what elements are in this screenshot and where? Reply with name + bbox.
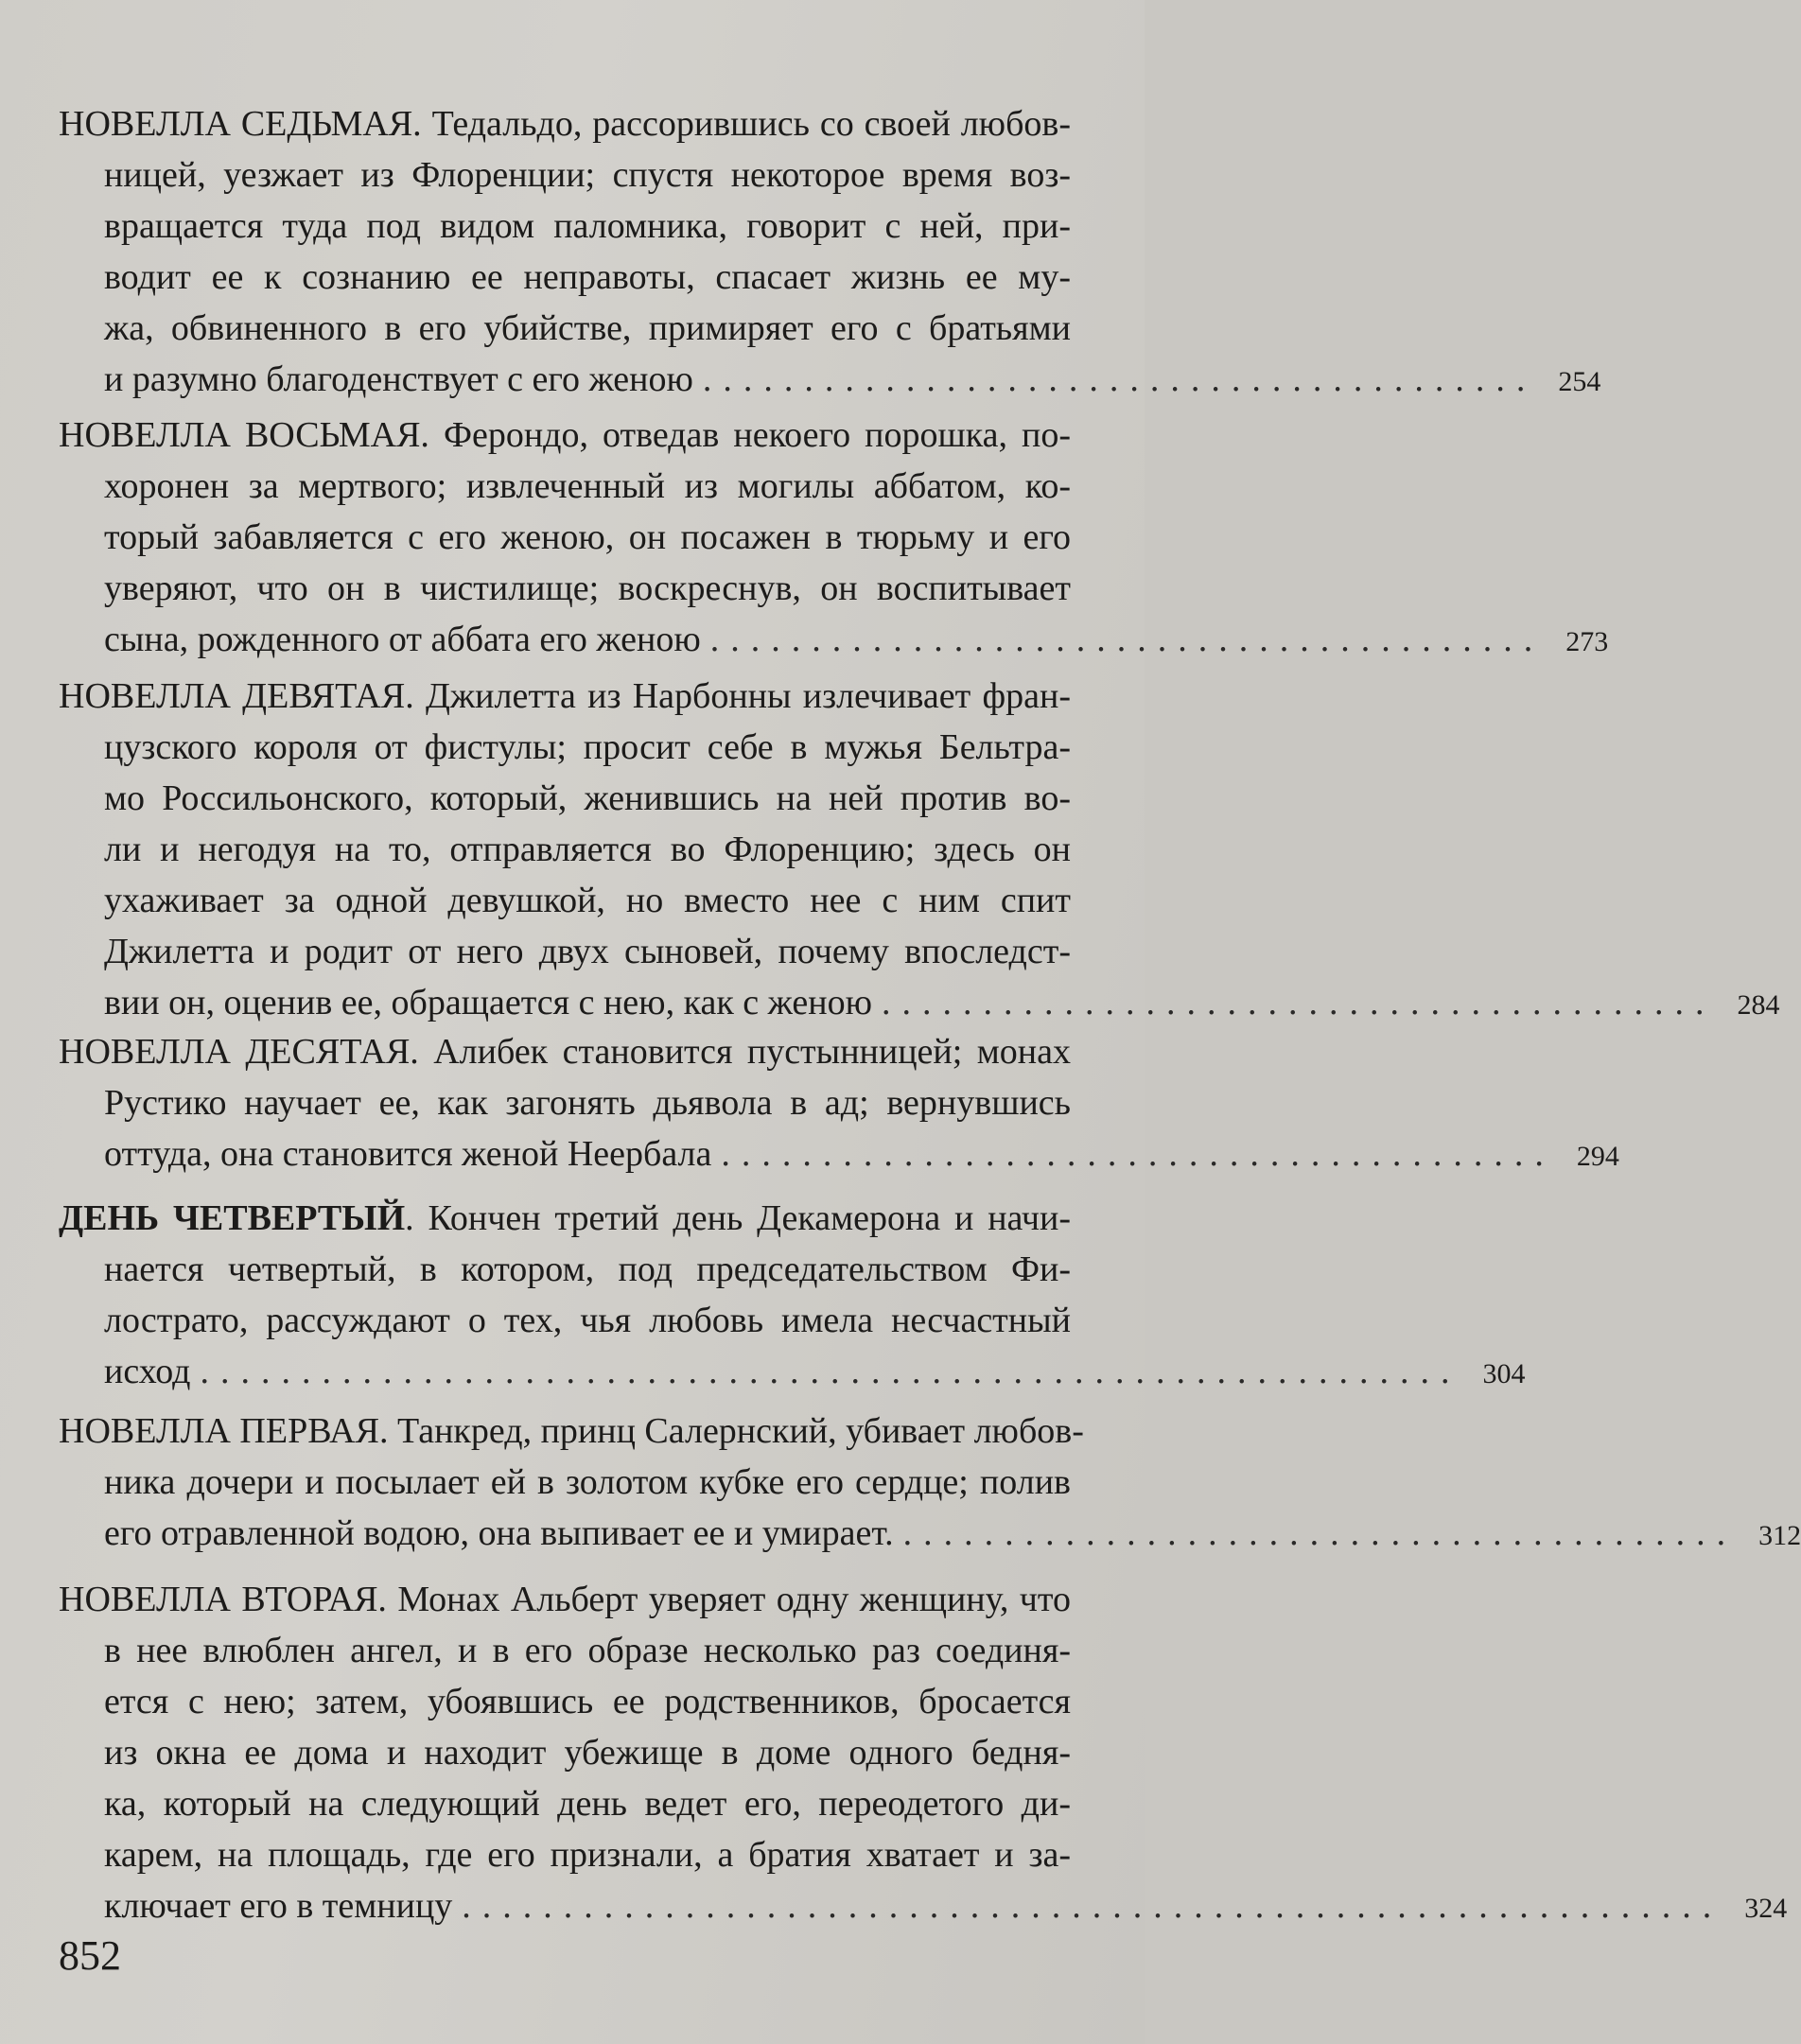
toc-entry-novella-10	[59, 1026, 1619, 1182]
toc-line	[59, 1193, 1071, 1244]
day-heading: ДЕНЬ ЧЕТВЕРТЫЙ	[59, 1198, 406, 1238]
toc-last-line	[59, 1880, 1788, 1934]
toc-entry-novella-2	[59, 1574, 1788, 1934]
toc-line: лострато, рассуждают о тех, чья любовь имела несчастный	[104, 1301, 1071, 1340]
toc-line: его отравленной водою, она выпивает ее и умирает.	[104, 1513, 894, 1553]
toc-line: водит ее к сознанию ее неправоты, спасает жизнь ее му-	[104, 257, 1071, 297]
toc-line: из окна ее дома и находит убежище в доме одного бедня-	[104, 1733, 1071, 1773]
leader-dots: .........................................	[702, 359, 1537, 399]
leader-dots: .........................................	[709, 620, 1545, 659]
toc-line: ка, который на следующий день ведет его, переодетого ди-	[104, 1784, 1071, 1824]
toc-line: ли и негодуя на то, отправляется во Флоренцию; здесь он	[104, 830, 1071, 869]
toc-line: нается четвертый, в котором, под председательством Фи-	[104, 1249, 1071, 1289]
toc-last-line	[59, 977, 1780, 1031]
toc-line: НОВЕЛЛА ДЕСЯТАЯ. Алибек становится пустынницей; монах	[59, 1032, 1071, 1072]
toc-line: Джилетта и родит от него двух сыновей, почему впоследст-	[104, 932, 1071, 971]
toc-line: уверяют, что он в чистилище; воскреснув, он воспитывает	[104, 568, 1071, 608]
toc-line: в нее влюблен ангел, и в его образе несколько раз соединя-	[104, 1631, 1071, 1670]
toc-line: Рустико научает ее, как загонять дьявола в ад; вернувшись	[104, 1083, 1071, 1123]
page-number: 284	[1737, 989, 1780, 1021]
toc-last-line	[59, 1508, 1801, 1562]
leader-dots: ..............................................................	[462, 1886, 1723, 1926]
toc-line: НОВЕЛЛА ДЕВЯТАЯ. Джилетта из Нарбонны излечивает фран-	[59, 676, 1071, 716]
toc-line: цузского короля от фистулы; просит себе в мужья Бельтра-	[104, 727, 1071, 767]
page-number: 294	[1576, 1141, 1619, 1172]
toc-line: мо Россильонского, который, женившись на ней против во-	[104, 778, 1071, 818]
toc-last-line	[59, 1346, 1526, 1400]
toc-line: ется с нею; затем, убоявшись ее родственников, бросается	[104, 1682, 1071, 1721]
page-number: 304	[1482, 1358, 1526, 1389]
leader-dots: .........................................	[902, 1513, 1738, 1553]
leader-dots: ..............................................................	[200, 1352, 1461, 1391]
toc-line: жа, обвиненного в его убийстве, примиряет его с братьями	[104, 308, 1071, 348]
page-number: 254	[1558, 366, 1601, 397]
toc-entry-novella-8	[59, 410, 1609, 668]
page-number: 273	[1565, 626, 1609, 657]
toc-last-line	[59, 614, 1609, 668]
toc-line: ключает его в темницу	[104, 1886, 453, 1926]
toc-line: ницей, уезжает из Флоренции; спустя некоторое время воз-	[104, 155, 1071, 195]
toc-line: торый забавляется с его женою, он посажен в тюрьму и его	[104, 517, 1071, 557]
toc-entry-novella-7	[59, 98, 1601, 408]
toc-last-line	[59, 1128, 1619, 1182]
toc-line: НОВЕЛЛА СЕДЬМАЯ. Тедальдо, рассорившись со своей любов-	[59, 104, 1071, 144]
leader-dots: .........................................	[721, 1134, 1555, 1174]
toc-last-line	[59, 354, 1601, 408]
page-folio: 852	[59, 1932, 121, 1979]
toc-line: ухаживает за одной девушкой, но вместо нее с ним спит	[104, 881, 1071, 920]
toc-line: НОВЕЛЛА ВОСЬМАЯ. Ферондо, отведав некоего порошка, по-	[59, 415, 1071, 455]
toc-line: сына, рожденного от аббата его женою	[104, 620, 701, 659]
toc-line: НОВЕЛЛА ВТОРАЯ. Монах Альберт уверяет одну женщину, что	[59, 1580, 1071, 1619]
toc-line: НОВЕЛЛА ПЕРВАЯ. Танкред, принц Салернский, убивает любов-	[59, 1411, 1084, 1451]
toc-entry-novella-1	[59, 1406, 1801, 1562]
toc-entry-novella-9	[59, 671, 1780, 1031]
toc-line: вии он, оценив ее, обращается с нею, как с женою	[104, 983, 872, 1022]
toc-entry-day-4	[59, 1193, 1526, 1400]
page-number: 324	[1744, 1893, 1788, 1924]
toc-line: исход	[104, 1352, 191, 1391]
toc-line: и разумно благоденствует с его женою	[104, 359, 693, 399]
toc-line-rest: . Кончен третий день Декамерона и начи-	[405, 1198, 1071, 1238]
toc-line: вращается туда под видом паломника, говорит с ней, при-	[104, 206, 1071, 246]
toc-line: хоронен за мертвого; извлеченный из могилы аббатом, ко-	[104, 466, 1071, 506]
page-number: 312	[1758, 1520, 1801, 1551]
toc-line: оттуда, она становится женой Неербала	[104, 1134, 712, 1174]
toc-line: карем, на площадь, где его признали, а братия хватает и за-	[104, 1835, 1071, 1875]
leader-dots: .........................................	[882, 983, 1716, 1022]
toc-line: ника дочери и посылает ей в золотом кубке его сердце; полив	[104, 1462, 1071, 1502]
